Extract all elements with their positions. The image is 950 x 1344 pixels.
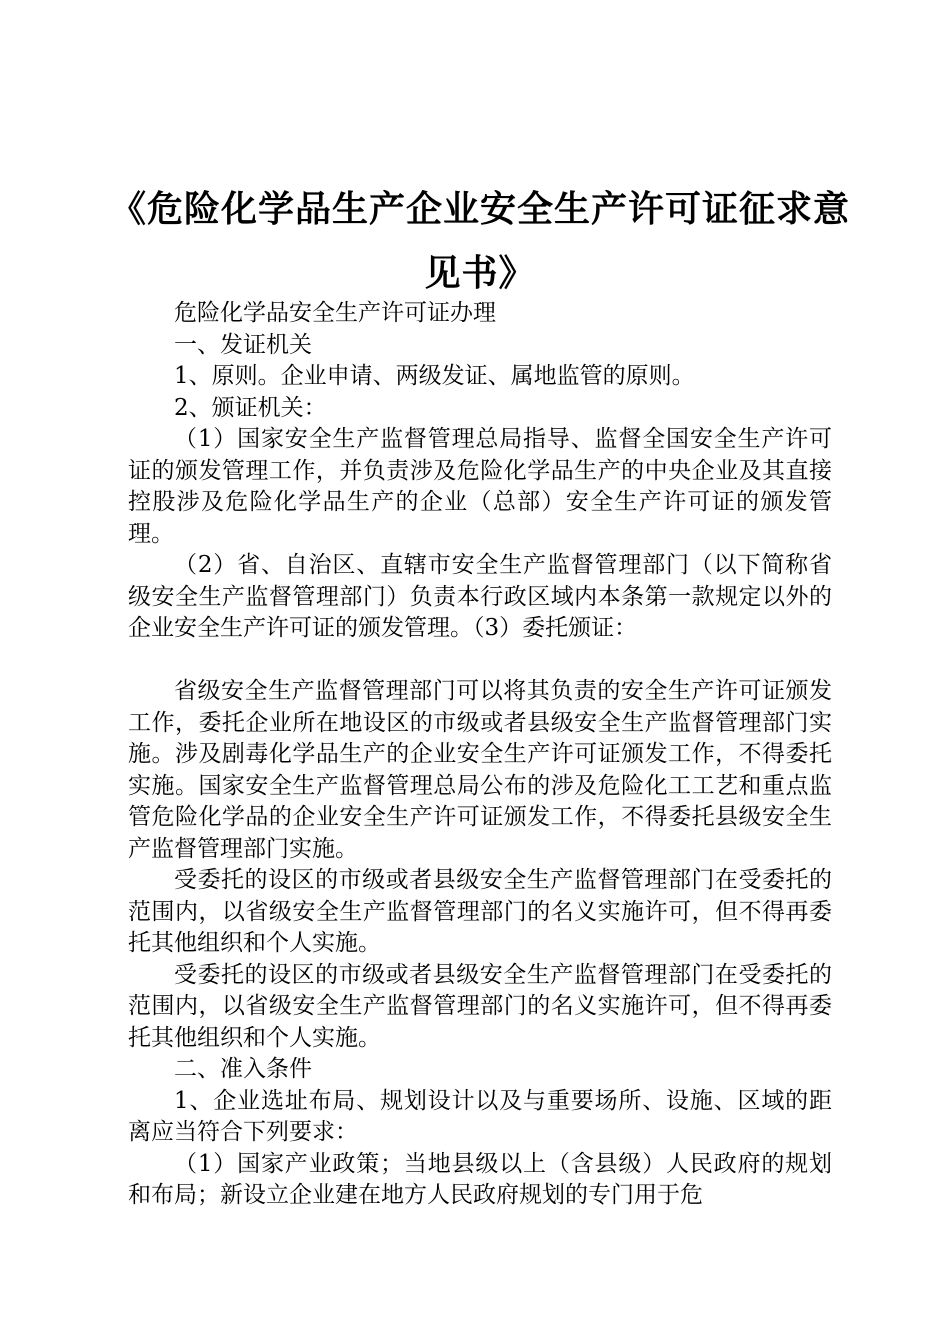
title-line-1: 《危险化学品生产企业安全生产许可证征求意	[109, 189, 850, 230]
paragraph-delegated-scope-1: 受委托的设区的市级或者县级安全生产监督管理部门在受委托的范围内，以省级安全生产监督管理部门的名义实施许可，但不得再委托其他组织和个人实施。	[128, 867, 832, 956]
paragraph-delegation: 省级安全生产监督管理部门可以将其负责的安全生产许可证颁发工作，委托企业所在地设区的市级或者县级安全生产监督管理部门实施。涉及剧毒化学品生产的企业安全生产许可证颁发工作，不得委托实施。国家安全生产监督管理总局公布的涉及危险化工工艺和重点监管危险化学品的企业安全生产许可证颁发工作，不得委托县级安全生产监督管理部门实施。	[128, 678, 832, 862]
title-line-2: 见书》	[424, 253, 536, 294]
paragraph-site-requirements: 1、企业选址布局、规划设计以及与重要场所、设施、区域的距离应当符合下列要求：	[128, 1087, 832, 1145]
paragraph-industrial-policy: （1）国家产业政策；当地县级以上（含县级）人民政府的规划和布局；新设立企业建在地方人民政府规划的专门用于危	[128, 1150, 832, 1208]
paragraph-item-2: （2）省、自治区、直辖市安全生产监督管理部门（以下简称省级安全生产监督管理部门）负责本行政区域内本条第一款规定以外的企业安全生产许可证的颁发管理。（3）委托颁证：	[128, 552, 832, 641]
blank-line	[128, 645, 832, 677]
paragraph-issuing-authorities: 2、颁证机关：	[174, 394, 327, 421]
paragraph-intro: 危险化学品安全生产许可证办理	[174, 300, 496, 326]
document-title	[100, 178, 860, 306]
document-body	[128, 298, 832, 1212]
paragraph-principle: 1、原则。企业申请、两级发证、属地监管的原则。	[174, 363, 695, 389]
section-heading-admission-conditions: 二、准入条件	[174, 1056, 312, 1082]
paragraph-delegated-scope-2: 受委托的设区的市级或者县级安全生产监督管理部门在受委托的范围内，以省级安全生产监督管理部门的名义实施许可，但不得再委托其他组织和个人实施。	[128, 961, 832, 1051]
section-heading-issuing-authority: 一、发证机关	[174, 331, 312, 358]
paragraph-item-1: （1）国家安全生产监督管理总局指导、监督全国安全生产许可证的颁发管理工作，并负责涉及危险化学品生产的中央企业及其直接控股涉及危险化学品生产的企业（总部）安全生产许可证的颁发管理。	[128, 426, 832, 547]
